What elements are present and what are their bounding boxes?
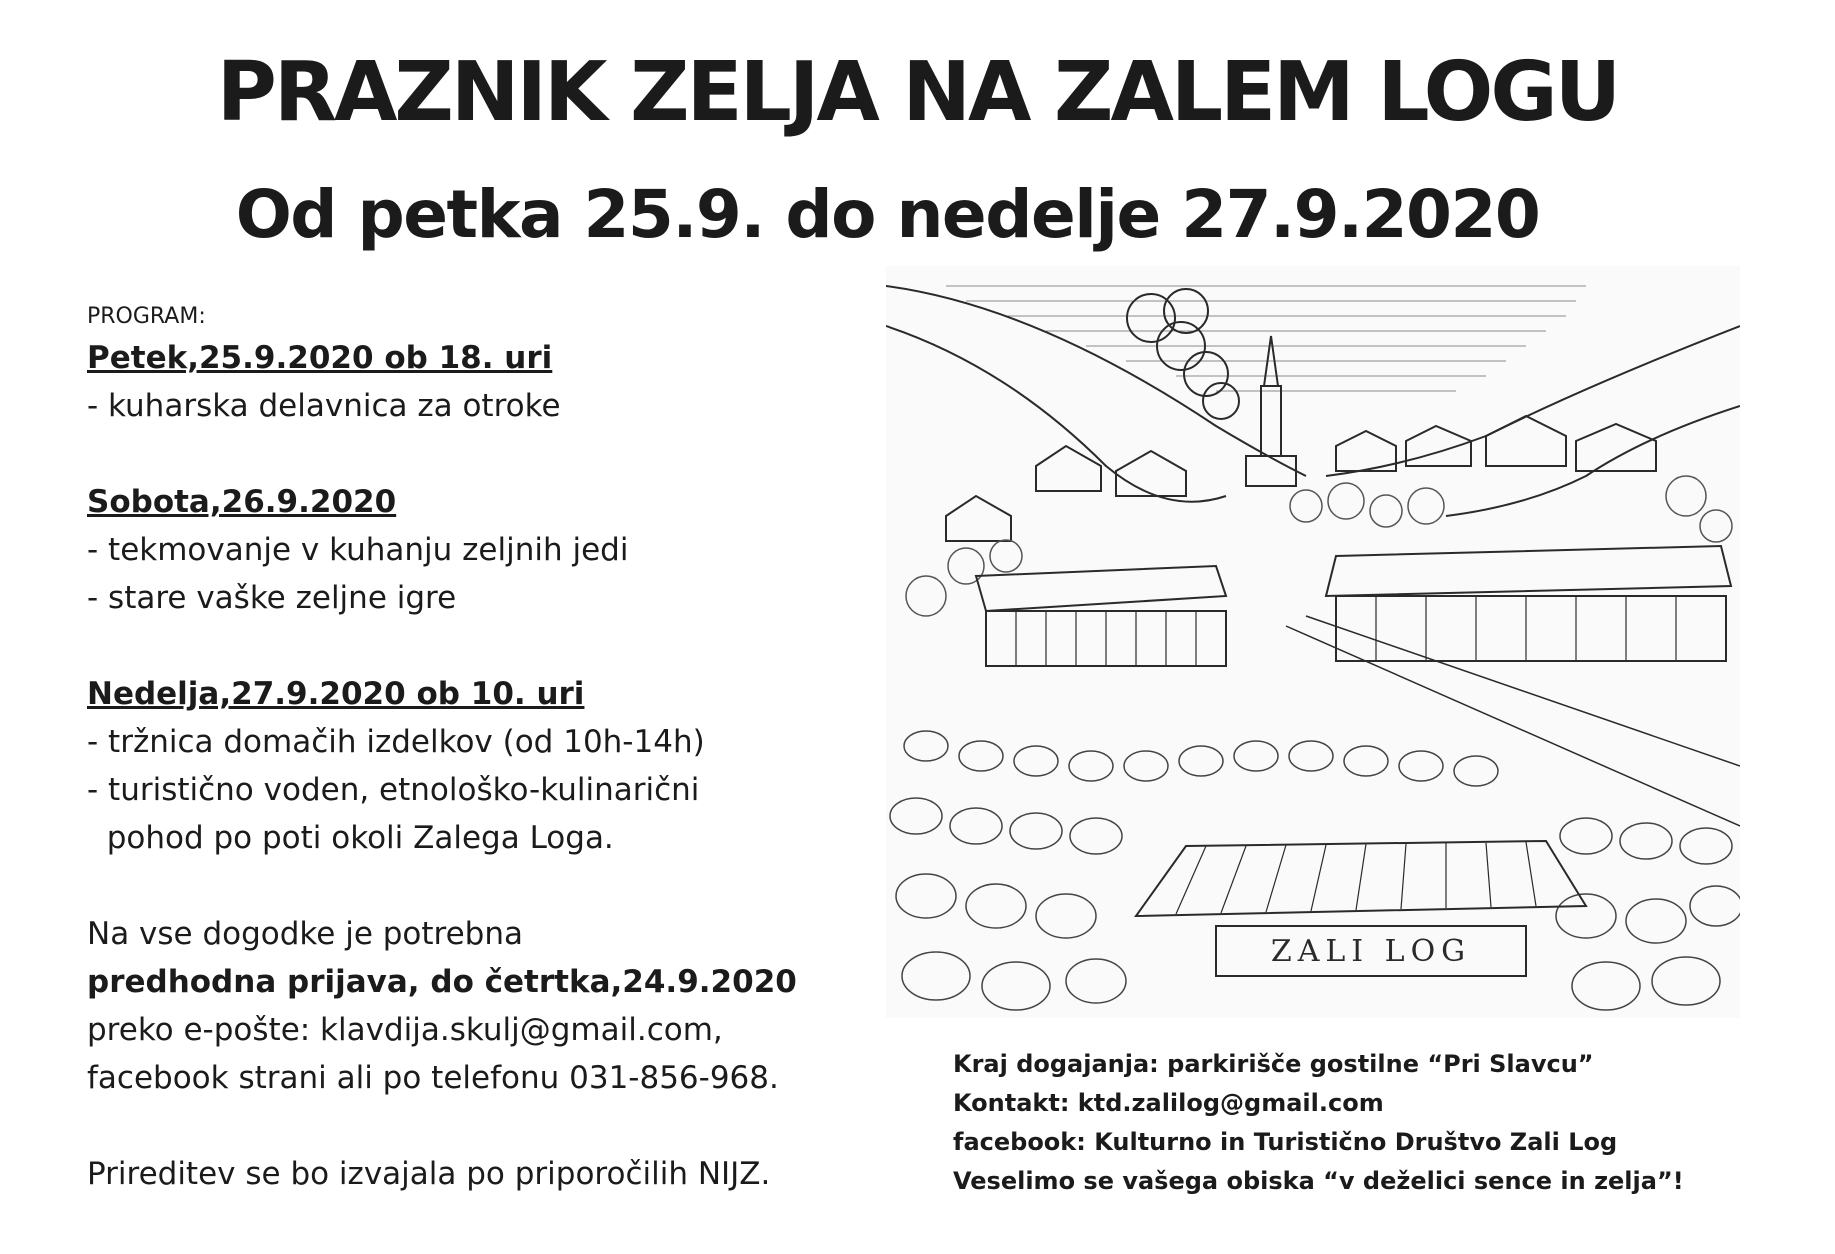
program-label: PROGRAM: — [87, 304, 206, 329]
event-location: Kraj dogajanja: parkirišče gostilne “Pri Slavcu” — [953, 1050, 1594, 1078]
registration-intro: Na vse dogodke je potrebna — [87, 916, 523, 952]
spacer — [87, 1102, 847, 1150]
event-dates: Od petka 25.9. do nedelje 27.9.2020 — [235, 176, 1540, 253]
church-tower-drawing — [1246, 336, 1296, 486]
registration-email: preko e-pošte: klavdija.skulj@gmail.com, — [87, 1012, 723, 1048]
event-contact: Kontakt: ktd.zalilog@gmail.com — [953, 1089, 1384, 1117]
program-item: pohod po poti okoli Zalega Loga. — [87, 820, 614, 856]
village-cabbage-field-illustration — [886, 266, 1740, 1018]
program-item: - kuharska delavnica za otroke — [87, 388, 561, 424]
spacer — [87, 622, 847, 670]
day-heading-saturday: Sobota,26.9.2020 — [87, 484, 397, 520]
day-heading-sunday: Nedelja,27.9.2020 ob 10. uri — [87, 676, 585, 712]
registration-phone: facebook strani ali po telefonu 031-856-968. — [87, 1060, 779, 1096]
spacer — [87, 862, 847, 910]
cloud-drawing — [1127, 289, 1239, 419]
event-title: PRAZNIK ZELJA NA ZALEM LOGU — [216, 45, 1619, 140]
registration-deadline: predhodna prijava, do četrtka,24.9.2020 — [87, 964, 797, 1000]
day-heading-friday: Petek,25.9.2020 ob 18. uri — [87, 340, 553, 376]
zali-log-sign: ZALI LOG — [1270, 934, 1472, 969]
event-welcome: Veselimo se vašega obiska “v deželici sence in zelja”! — [953, 1167, 1684, 1195]
event-facebook: facebook: Kulturno in Turistično Društvo Zali Log — [953, 1128, 1618, 1156]
left-barn-drawing — [976, 566, 1226, 666]
program-item: - stare vaške zeljne igre — [87, 580, 457, 616]
program-item: - tekmovanje v kuhanju zeljnih jedi — [87, 532, 629, 568]
program-item: - turistično voden, etnološko-kulinarični — [87, 772, 700, 808]
event-info — [953, 1045, 1773, 1201]
program-item: - tržnica domačih izdelkov (od 10h-14h) — [87, 724, 705, 760]
program-section — [87, 300, 847, 1198]
nijz-note: Prireditev se bo izvajala po priporočilih NIJZ. — [87, 1156, 771, 1192]
spacer — [87, 430, 847, 478]
